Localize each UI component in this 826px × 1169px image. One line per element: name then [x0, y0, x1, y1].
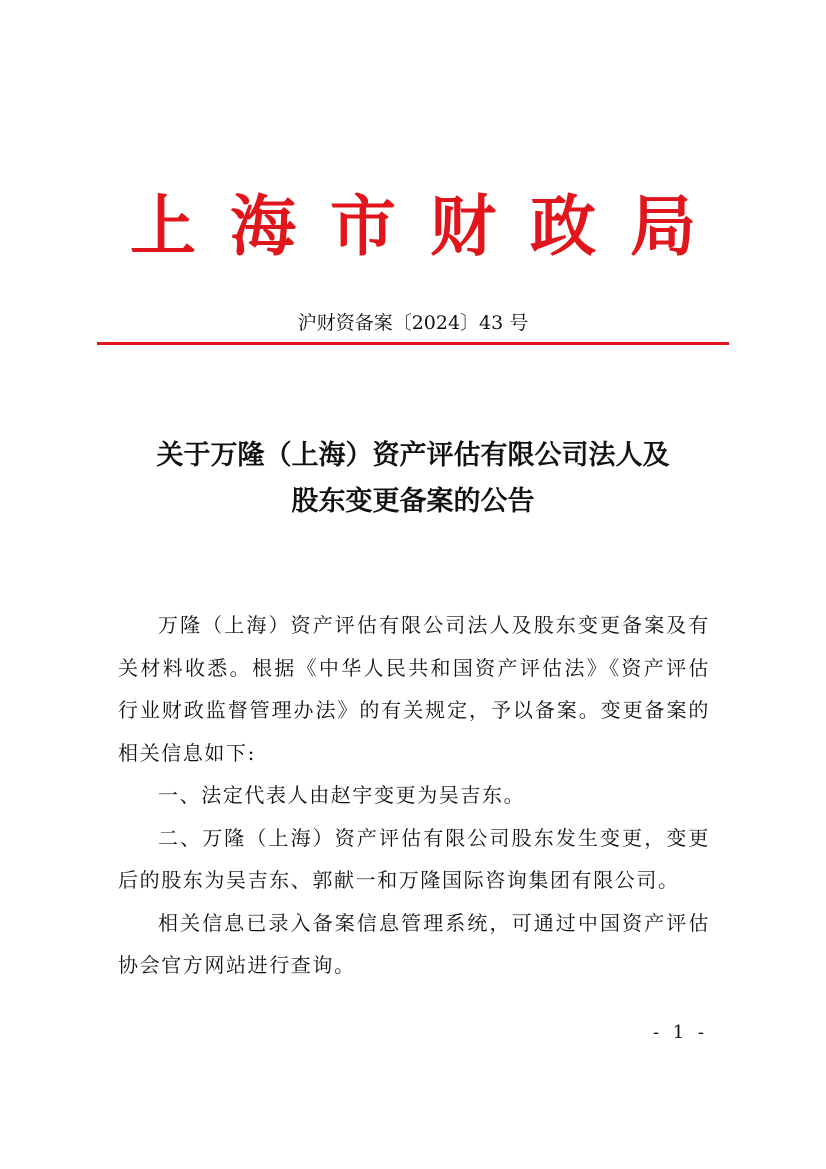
red-header-rule [97, 342, 729, 345]
body-paragraph: 相关信息已录入备案信息管理系统，可通过中国资产评估协会官方网站进行查询。 [118, 910, 710, 977]
body-paragraph: 二、万隆（上海）资产评估有限公司股东发生变更，变更后的股东为吴吉东、郭献一和万隆国际咨询集团有限公司。 [118, 825, 710, 892]
document-title [60, 433, 766, 525]
issuing-authority-title: 上海市财政局 [130, 187, 730, 265]
document-number: 沪财资备案〔2024〕43 号 [297, 312, 529, 334]
page-number: - 1 - [652, 1022, 708, 1043]
body-paragraph: 一、法定代表人由赵宇变更为吴吉东。 [158, 783, 526, 807]
document-title-line-1: 关于万隆（上海）资产评估有限公司法人及 [156, 440, 670, 471]
document-body [118, 604, 710, 987]
document-title-line-2: 股东变更备案的公告 [291, 486, 535, 517]
body-paragraph: 万隆（上海）资产评估有限公司法人及股东变更备案及有关材料收悉。根据《中华人民共和国资产评估法》《资产评估行业财政监督管理办法》的有关规定，予以备案。变更备案的相关信息如下: [118, 613, 710, 765]
